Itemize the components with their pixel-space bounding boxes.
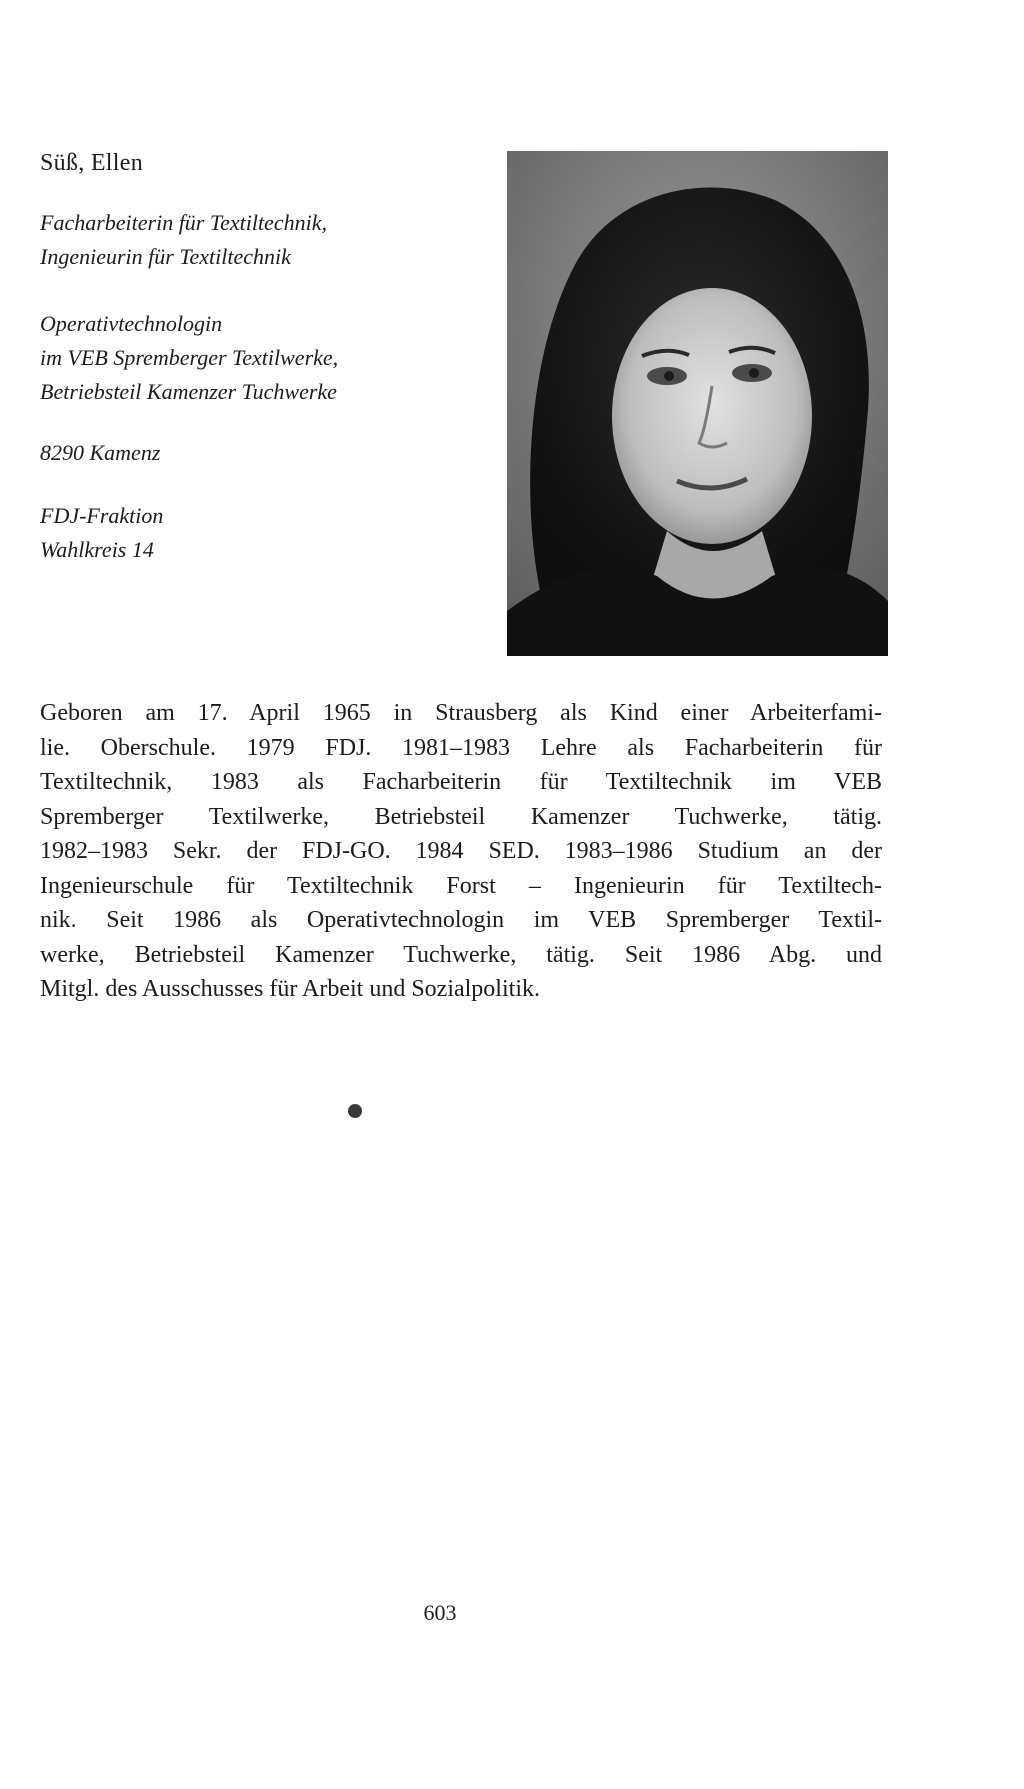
biography-paragraph bbox=[40, 696, 882, 1007]
position-block bbox=[40, 307, 460, 409]
faction-block bbox=[40, 499, 460, 567]
address-block bbox=[40, 436, 460, 470]
biography-line: nik. Seit 1986 als Operativtechnologin im VEB Spremberger Textil- bbox=[40, 907, 882, 933]
biography-line: Textiltechnik, 1983 als Facharbeiterin für Textiltechnik im VEB bbox=[40, 769, 882, 795]
biography-line: lie. Oberschule. 1979 FDJ. 1981–1983 Lehre als Facharbeiterin für bbox=[40, 734, 882, 761]
position-line: im VEB Spremberger Textilwerke, bbox=[40, 345, 339, 370]
biography-line: Geboren am 17. April 1965 in Strausberg als Kind einer Arbeiterfami- bbox=[40, 700, 882, 726]
bullet-dot-icon bbox=[348, 1104, 362, 1118]
page-number: 603 bbox=[423, 1600, 457, 1625]
address-line: 8290 Kamenz bbox=[40, 440, 161, 465]
person-name: Süß, Ellen bbox=[40, 150, 143, 176]
faction-line: FDJ-Fraktion bbox=[40, 503, 164, 528]
constituency-line: Wahlkreis 14 bbox=[40, 537, 154, 562]
biography-line: werke, Betriebsteil Kamenzer Tuchwerke, tätig. Seit 1986 Abg. und bbox=[40, 941, 882, 968]
biography-line: Spremberger Textilwerke, Betriebsteil Kamenzer Tuchwerke, tätig. bbox=[40, 803, 882, 830]
portrait-photo bbox=[507, 151, 888, 656]
occupation-block bbox=[40, 206, 460, 274]
position-line: Betriebsteil Kamenzer Tuchwerke bbox=[40, 379, 337, 404]
biography-line: 1982–1983 Sekr. der FDJ-GO. 1984 SED. 1983–1986 Studium an der bbox=[40, 838, 882, 864]
biography-line: Ingenieurschule für Textiltechnik Forst – Ingenieurin für Textiltech- bbox=[40, 872, 882, 899]
position-line: Operativtechnologin bbox=[40, 311, 223, 336]
biography-line: Mitgl. des Ausschusses für Arbeit und Sozialpolitik. bbox=[40, 976, 540, 1002]
occupation-line: Ingenieurin für Textiltechnik bbox=[40, 244, 291, 269]
occupation-line: Facharbeiterin für Textiltechnik, bbox=[40, 210, 327, 235]
